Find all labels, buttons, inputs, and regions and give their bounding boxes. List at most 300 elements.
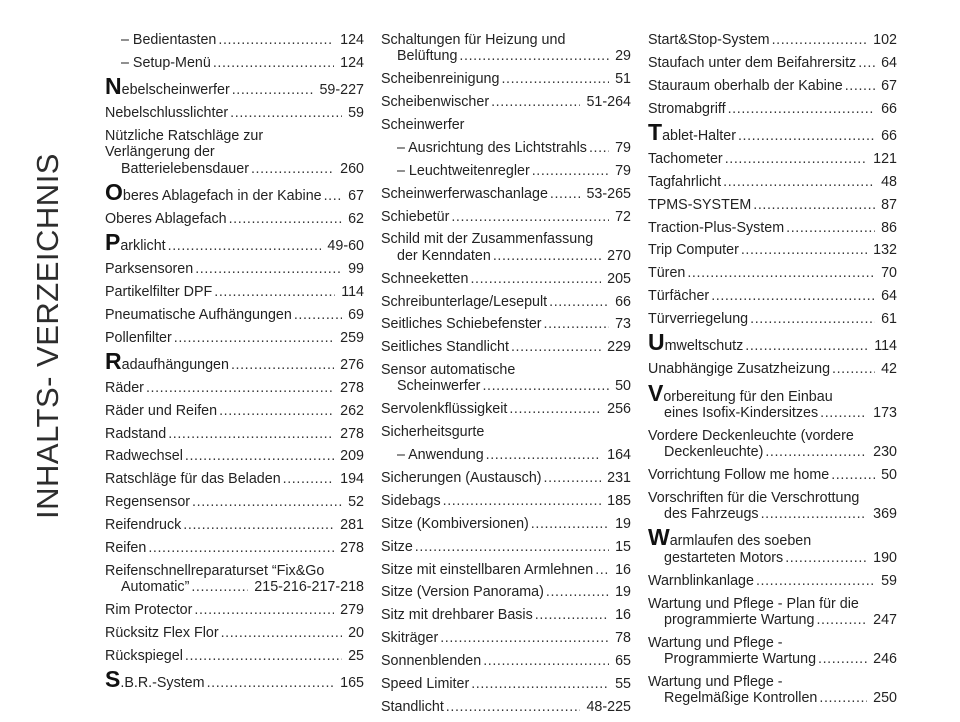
- entry-label: [105, 211, 227, 227]
- dot-leader: [213, 55, 334, 71]
- entry-label: [648, 329, 744, 356]
- page-number: 79: [615, 162, 631, 179]
- dot-leader: [765, 444, 867, 460]
- index-entry: [648, 524, 897, 566]
- entry-line: [381, 294, 631, 310]
- entry-label: [105, 517, 181, 533]
- entry-line: [648, 612, 897, 628]
- entry-line: [105, 602, 364, 618]
- entry-label-text: beres Ablagefach in der Kabine: [122, 187, 322, 204]
- entry-label: [105, 178, 322, 205]
- index-entry: [648, 329, 897, 356]
- entry-label-text: Sicherheitsgurte: [381, 424, 485, 441]
- entry-label-text: Türfächer: [648, 288, 710, 305]
- entry-label: [105, 471, 281, 487]
- page-number: 72: [615, 208, 631, 225]
- entry-label-text: Regensensor: [105, 494, 191, 511]
- index-entry: [105, 105, 364, 121]
- entry-line: [105, 284, 364, 300]
- entry-label: [381, 676, 469, 692]
- entry-line: [381, 584, 631, 600]
- entry-label: [648, 118, 736, 145]
- entry-label: [648, 220, 784, 236]
- entry-line: [648, 220, 897, 236]
- entry-text: Vorschriften für die Verschrottung: [648, 489, 860, 506]
- entry-line: [648, 32, 897, 48]
- entry-label: [397, 48, 457, 64]
- page-number: 50: [881, 466, 897, 483]
- entry-label: [648, 174, 721, 190]
- entry-line: [381, 209, 631, 225]
- entry-label: [648, 78, 843, 94]
- dot-leader: [549, 294, 609, 310]
- dot-leader: [491, 94, 580, 110]
- index-entry: [648, 311, 897, 327]
- index-entry: [105, 448, 364, 464]
- entry-label: [664, 405, 818, 421]
- entry-text: Schaltungen für Heizung und: [381, 32, 566, 48]
- entry-label-text: Start&Stop-System: [648, 32, 770, 48]
- entry-label: [381, 653, 481, 669]
- index-entry: [648, 379, 897, 422]
- dot-leader: [415, 539, 609, 555]
- page-number: 185: [607, 492, 631, 509]
- entry-line: [648, 311, 897, 327]
- page-number: 73: [615, 316, 631, 333]
- entry-label: [397, 163, 530, 179]
- page-number: 48: [881, 173, 897, 190]
- index-entry: [381, 516, 631, 532]
- page-number: 215-216-217-218: [254, 579, 364, 596]
- page-number: 66: [615, 293, 631, 310]
- index-entry: [105, 625, 364, 641]
- index-entry: [381, 94, 631, 110]
- dot-leader: [440, 630, 609, 646]
- dot-leader: [511, 339, 601, 355]
- entry-line: [105, 540, 364, 556]
- entry-text: Nützliche Ratschläge zur: [105, 127, 264, 144]
- entry-line: [105, 229, 364, 256]
- entry-line: [381, 630, 631, 646]
- entry-label-text: Nebelschlusslichter: [105, 105, 229, 122]
- entry-line: [105, 261, 364, 277]
- dot-leader: [509, 401, 601, 417]
- section-initial: P: [105, 229, 121, 256]
- entry-line: [381, 653, 631, 669]
- entry-label: [381, 424, 484, 440]
- entry-label-text: Automatic”: [121, 579, 190, 596]
- entry-line: [105, 448, 364, 464]
- dot-leader: [725, 151, 867, 167]
- entry-label-text: Batterielebensdauer: [121, 160, 249, 177]
- dot-leader: [753, 197, 875, 213]
- entry-line: [105, 73, 364, 100]
- entry-label: [105, 403, 217, 419]
- page-number: 59: [881, 572, 897, 589]
- page-number: 194: [340, 471, 364, 488]
- entry-label-text: Scheinwerfer: [381, 116, 465, 133]
- entry-line: [105, 307, 364, 323]
- page-number: 25: [348, 647, 364, 664]
- entry-label-text: Warnblinkanlage: [648, 572, 754, 589]
- index-entry: [648, 573, 897, 589]
- entry-label: [105, 625, 219, 641]
- entry-line: [105, 55, 364, 71]
- dot-leader: [786, 220, 875, 236]
- page-number: 102: [873, 32, 897, 48]
- dot-leader: [168, 238, 322, 254]
- index-entry: [648, 118, 897, 145]
- page-number: 42: [881, 361, 897, 378]
- entry-line: [648, 467, 897, 483]
- entry-text: Vordere Deckenleuchte (vordere: [648, 427, 854, 444]
- entry-label: [105, 284, 212, 300]
- index-entry: [381, 401, 631, 417]
- entry-label: [381, 562, 593, 578]
- entry-line: [105, 579, 364, 595]
- index-entry: [381, 316, 631, 332]
- section-initial: T: [648, 118, 663, 145]
- page-number: 205: [607, 270, 631, 287]
- index-entry: [648, 220, 897, 236]
- page-number: 246: [873, 651, 897, 667]
- dot-leader: [459, 48, 609, 64]
- entry-label: [381, 339, 509, 355]
- page-number: 369: [873, 506, 897, 523]
- dot-leader: [532, 163, 609, 179]
- dot-leader: [535, 607, 609, 623]
- index-entry: [105, 517, 364, 533]
- entry-line: [648, 101, 897, 117]
- dot-leader: [745, 338, 868, 354]
- entry-label-text: Sitze (Kombiversionen): [381, 515, 529, 532]
- entry-label-text: Sonnenblenden: [381, 653, 482, 670]
- dot-leader: [550, 186, 581, 202]
- index-entry: [105, 128, 364, 177]
- dot-leader: [168, 426, 334, 442]
- entry-label-text: gestarteten Motors: [664, 549, 784, 566]
- dot-leader: [687, 265, 875, 281]
- entry-line: [381, 140, 631, 156]
- entry-text-line: [648, 674, 897, 690]
- index-entry: [105, 229, 364, 256]
- entry-text-line: [648, 635, 897, 651]
- page-number: 278: [340, 540, 364, 557]
- page-number: 19: [615, 515, 631, 532]
- entry-line: [381, 48, 631, 64]
- entry-label-text: Tachometer: [648, 150, 723, 167]
- index-entry: [381, 32, 631, 65]
- page-number: 114: [874, 338, 897, 355]
- dot-leader: [294, 307, 342, 323]
- index-entry: [648, 55, 897, 71]
- entry-label-text: Rückspiegel: [105, 647, 183, 664]
- entry-line: [648, 550, 897, 566]
- entry-label-text: Staufach unter dem Beifahrersitz: [648, 54, 857, 71]
- entry-line: [381, 378, 631, 394]
- entry-label-text: TPMS-SYSTEM: [648, 196, 752, 213]
- entry-label-text: Stromabgriff: [648, 100, 726, 117]
- entry-line: [648, 242, 897, 258]
- entry-label-text: Pollenfilter: [105, 329, 172, 346]
- index-entry: [381, 362, 631, 395]
- entry-line: [105, 666, 364, 693]
- page-number: 281: [340, 517, 364, 534]
- dot-leader: [741, 242, 867, 258]
- page-number: 276: [340, 356, 364, 373]
- entry-label-text: Scheibenwischer: [381, 94, 490, 111]
- page-number: 124: [340, 54, 364, 71]
- entry-label: [381, 539, 413, 555]
- index-entry: [105, 73, 364, 100]
- entry-label: [648, 288, 709, 304]
- index-entry: [105, 330, 364, 346]
- index-column-1: [105, 32, 364, 698]
- dot-leader: [858, 55, 875, 71]
- entry-label: [105, 602, 192, 618]
- entry-line: [648, 405, 897, 421]
- page-number: 64: [881, 288, 897, 305]
- entry-label-text: Rücksitz Flex Flor: [105, 625, 219, 641]
- dot-leader: [185, 448, 334, 464]
- index-entry: [648, 174, 897, 190]
- index-entry: [648, 361, 897, 377]
- page-number: 247: [873, 611, 897, 628]
- page-number: 270: [607, 247, 631, 264]
- entry-text-line: [648, 379, 897, 406]
- entry-label: [105, 229, 166, 256]
- entry-label-text: Speed Limiter: [381, 676, 470, 693]
- page-number: 16: [615, 561, 631, 578]
- index-column-2: [381, 32, 631, 722]
- entry-text: Verlängerung der: [105, 144, 215, 161]
- entry-label-text: des Fahrzeugs: [664, 506, 759, 523]
- entry-line: [381, 94, 631, 110]
- entry-line: [648, 690, 897, 706]
- entry-line: [105, 105, 364, 121]
- entry-line: [105, 471, 364, 487]
- index-entry: [648, 635, 897, 668]
- entry-text-line: [648, 596, 897, 612]
- dot-leader: [232, 82, 314, 98]
- dot-leader: [816, 612, 867, 628]
- page-number: 16: [615, 607, 631, 624]
- index-entry: [381, 470, 631, 486]
- index-entry: [105, 563, 364, 596]
- entry-line: [105, 426, 364, 442]
- section-initial: S: [105, 666, 121, 693]
- entry-line: [381, 470, 631, 486]
- entry-text-line: [381, 32, 631, 48]
- entry-label: [105, 380, 144, 396]
- entry-text-line: [381, 231, 631, 247]
- page-number: 99: [348, 260, 364, 277]
- entry-label: [105, 666, 205, 693]
- entry-label: [397, 140, 587, 156]
- entry-label: [381, 316, 542, 332]
- dot-leader: [544, 470, 602, 486]
- dot-leader: [544, 316, 610, 332]
- dot-leader: [738, 128, 875, 144]
- index-entry: [648, 151, 897, 167]
- entry-text: armlaufen des soeben: [669, 533, 812, 550]
- dot-leader: [482, 378, 609, 394]
- page-number: 279: [340, 602, 364, 619]
- index-entry: [381, 186, 631, 202]
- dot-leader: [191, 579, 248, 595]
- index-entry: [648, 197, 897, 213]
- page-number: 231: [607, 470, 631, 487]
- page-number: 66: [881, 100, 897, 117]
- index-entry: [381, 493, 631, 509]
- page-number: 53-265: [586, 185, 631, 202]
- entry-label: [381, 516, 529, 532]
- entry-label: [105, 330, 172, 346]
- entry-label-text: Tagfahrlicht: [648, 173, 722, 190]
- entry-label-text: Sitze (Version Panorama): [381, 584, 544, 601]
- dot-leader: [194, 602, 334, 618]
- entry-label: [381, 699, 444, 715]
- entry-label: [648, 573, 754, 589]
- entry-label: [381, 630, 438, 646]
- entry-label-text: Regelmäßige Kontrollen: [664, 690, 818, 707]
- entry-label-text: Räder: [105, 379, 144, 396]
- entry-label-text: Standlicht: [381, 698, 444, 715]
- entry-line: [381, 271, 631, 287]
- entry-label-text: programmierte Wartung: [664, 611, 815, 628]
- index-entry: [105, 32, 364, 48]
- dot-leader: [501, 71, 609, 87]
- entry-label-text: Rim Protector: [105, 602, 193, 619]
- entry-label: [648, 311, 748, 327]
- entry-label: [648, 361, 830, 377]
- entry-label: [397, 248, 491, 264]
- entry-line: [105, 648, 364, 664]
- index-entry: [105, 666, 364, 693]
- page-number: 114: [341, 283, 364, 300]
- page-number: 64: [881, 54, 897, 71]
- entry-line: [648, 288, 897, 304]
- page-number: 229: [607, 339, 631, 356]
- index-entry: [648, 288, 897, 304]
- entry-label-text: Räder und Reifen: [105, 402, 218, 419]
- entry-label: [648, 265, 685, 281]
- entry-label-text: Türen: [648, 265, 686, 282]
- entry-label-text: Scheibenreinigung: [381, 71, 500, 88]
- index-column-3: [648, 32, 897, 713]
- entry-line: [105, 32, 364, 48]
- page-number: 262: [340, 402, 364, 419]
- page-number: 278: [340, 425, 364, 442]
- dot-leader: [785, 550, 867, 566]
- entry-line: [105, 211, 364, 227]
- entry-line: [381, 117, 631, 133]
- entry-line: [381, 607, 631, 623]
- dot-leader: [711, 288, 875, 304]
- entry-label: [648, 55, 856, 71]
- entry-label: [397, 378, 480, 394]
- entry-label-text: Scheinwerfer: [397, 378, 481, 395]
- index-entry: [105, 380, 364, 396]
- entry-label-text: Sitz mit drehbarer Basis: [381, 607, 533, 624]
- index-entry: [648, 265, 897, 281]
- dot-leader: [146, 380, 334, 396]
- entry-line: [381, 699, 631, 715]
- entry-label: [381, 71, 499, 87]
- entry-line: [105, 347, 364, 374]
- page-number: 51: [615, 71, 631, 88]
- entry-line: [381, 248, 631, 264]
- entry-line: [648, 55, 897, 71]
- entry-line: [648, 174, 897, 190]
- index-entry: [105, 540, 364, 556]
- entry-text-line: [105, 563, 364, 579]
- entry-label: [381, 117, 464, 133]
- entry-line: [381, 339, 631, 355]
- index-entry: [381, 447, 631, 463]
- entry-label: [664, 612, 814, 628]
- dot-leader: [192, 494, 342, 510]
- dot-leader: [831, 467, 875, 483]
- dot-leader: [195, 261, 342, 277]
- index-entry: [648, 596, 897, 629]
- entry-label: [664, 550, 783, 566]
- entry-text-line: [648, 490, 897, 506]
- entry-label: [397, 447, 484, 463]
- entry-label: [648, 467, 829, 483]
- entry-label: [381, 493, 441, 509]
- entry-label: [121, 55, 211, 71]
- entry-line: [648, 118, 897, 145]
- entry-text: Wartung und Pflege -: [648, 673, 783, 690]
- entry-label: [381, 584, 544, 600]
- entry-label-text: Vorrichtung Follow me home: [648, 466, 830, 483]
- entry-label: [105, 448, 183, 464]
- entry-label-text: ebelscheinwerfer: [121, 82, 230, 99]
- dot-leader: [230, 105, 342, 121]
- index-entry: [648, 101, 897, 117]
- index-entry: [105, 307, 364, 323]
- dot-leader: [231, 357, 334, 373]
- entry-text-line: [105, 128, 364, 144]
- index-entry: [105, 471, 364, 487]
- entry-line: [381, 424, 631, 440]
- index-entry: [648, 490, 897, 523]
- dot-leader: [470, 271, 601, 287]
- page-number: 48-225: [586, 698, 631, 715]
- index-entry: [105, 55, 364, 71]
- dot-leader: [183, 517, 334, 533]
- entry-label: [121, 161, 249, 177]
- entry-line: [105, 625, 364, 641]
- entry-label-text: Unabhängige Zusatzheizung: [648, 361, 831, 378]
- index-entry: [381, 584, 631, 600]
- index-entry: [648, 467, 897, 483]
- index-entry: [381, 140, 631, 156]
- dot-leader: [845, 78, 875, 94]
- entry-label-text: – Bedientasten: [121, 32, 217, 48]
- entry-label-text: Sitze: [381, 538, 413, 555]
- dot-leader: [207, 675, 335, 691]
- entry-label-text: Sidebags: [381, 492, 441, 509]
- dot-leader: [148, 540, 334, 556]
- entry-label: [121, 32, 216, 48]
- page-number: 66: [881, 127, 897, 144]
- page-number: 59: [348, 105, 364, 122]
- entry-label-text: Ratschläge für das Beladen: [105, 471, 281, 488]
- entry-label: [105, 105, 228, 121]
- entry-label-text: Skiträger: [381, 630, 439, 647]
